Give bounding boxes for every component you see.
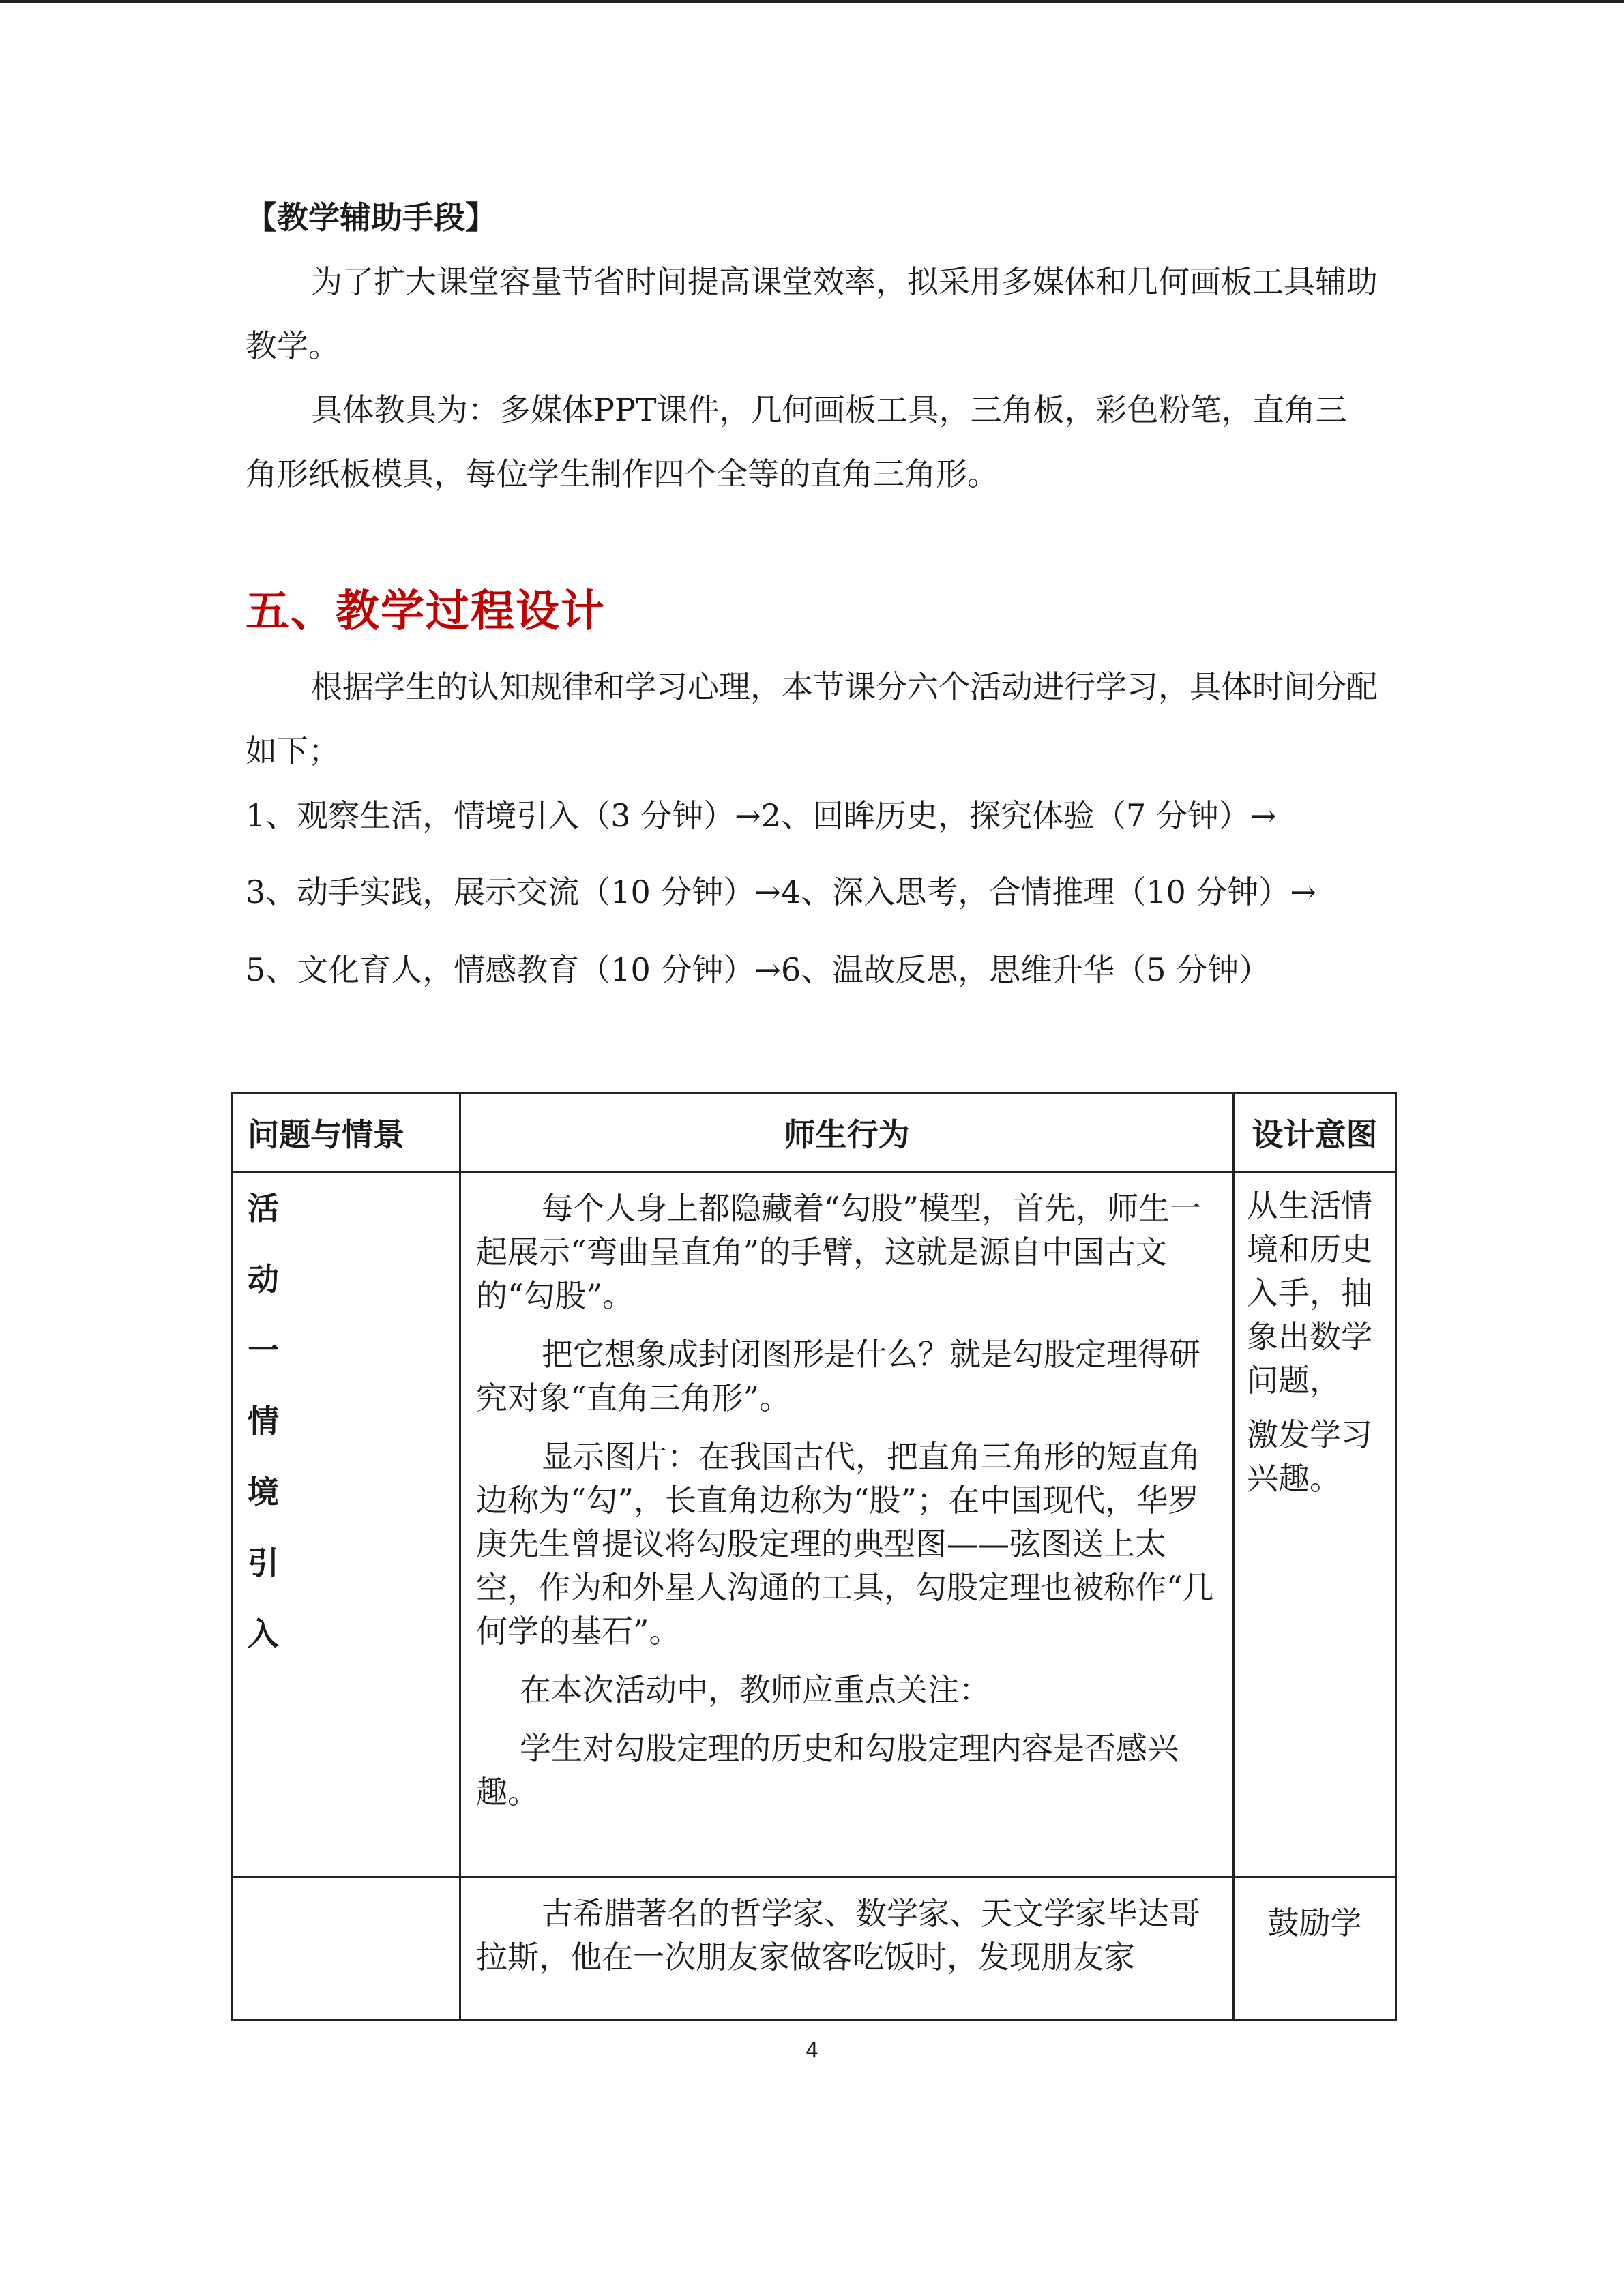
- activity-label-char: 引: [248, 1545, 279, 1581]
- activity-flow-line-3: 5、文化育人，情感教育（10 分钟）→6、温故反思，思维升华（5 分钟）: [246, 951, 1271, 988]
- action-paragraph: 古希腊著名的哲学家、数学家、天文学家毕达哥拉斯，他在一次朋友家做客吃饭时，发现朋友家: [476, 1895, 1200, 1976]
- page-number: 4: [805, 2039, 819, 2063]
- teaching-aids-paragraph-1: 为了扩大课堂容量节省时间提高课堂效率，拟采用多媒体和几何画板工具辅助教学。: [246, 263, 1378, 364]
- activity-label-char: 活: [248, 1190, 279, 1227]
- activity-label-char: 境: [248, 1474, 279, 1510]
- activity-one-label: [232, 1172, 460, 1877]
- top-border-line: [0, 0, 1624, 3]
- activity-two-intent: 鼓励学: [1234, 1877, 1396, 2021]
- table-row: [232, 1172, 1396, 1877]
- table-header-row: [232, 1094, 1396, 1172]
- activity-flow-line-2: 3、动手实践，展示交流（10 分钟）→4、深入思考，合情推理（10 分钟）→: [246, 874, 1316, 910]
- activity-label-char: 动: [248, 1261, 279, 1298]
- activity-two-label: [232, 1877, 460, 2021]
- table-row: [232, 1877, 1396, 2021]
- header-design-intent: 设计意图: [1234, 1094, 1396, 1172]
- activity-label-char: 情: [248, 1403, 279, 1440]
- activity-flow-line-1: 1、观察生活，情境引入（3 分钟）→2、回眸历史，探究体验（7 分钟）→: [246, 797, 1277, 834]
- intent-paragraph: 从生活情境和历史入手，抽象出数学问题，: [1247, 1187, 1372, 1399]
- activity-label-char: 入: [248, 1615, 279, 1652]
- action-paragraph: 每个人身上都隐藏着“勾股”模型，首先，师生一起展示“弯曲呈直角”的手臂，这就是源自中国古文的“勾股”。: [476, 1190, 1202, 1314]
- action-paragraph: 显示图片：在我国古代，把直角三角形的短直角边称为“勾”，长直角边称为“股”；在中国现代，华罗庚先生曾提议将勾股定理的典型图——弦图送上太空，作为和外星人沟通的工具，勾股定理也被称作“几何学的基石”。: [476, 1438, 1214, 1650]
- process-intro-paragraph: 根据学生的认知规律和学习心理，本节课分六个活动进行学习，具体时间分配如下；: [246, 668, 1378, 769]
- action-paragraph: 把它想象成封闭图形是什么？就是勾股定理得研究对象“直角三角形”。: [476, 1336, 1200, 1416]
- header-problem-situation: 问题与情景: [232, 1094, 460, 1172]
- action-paragraph: 在本次活动中，教师应重点关注：: [520, 1671, 990, 1708]
- activity-label-char: 一: [248, 1332, 279, 1369]
- activity-one-intent: [1234, 1172, 1396, 1877]
- activity-two-actions: [460, 1877, 1234, 2021]
- teaching-aids-paragraph-2: 具体教具为：多媒体PPT课件，几何画板工具，三角板，彩色粉笔，直角三角形纸板模具，每位学生制作四个全等的直角三角形。: [246, 391, 1347, 492]
- teaching-process-table: [231, 1092, 1397, 2021]
- intent-paragraph: 激发学习兴趣。: [1247, 1416, 1372, 1497]
- section-heading-teaching-process: 五、教学过程设计: [246, 586, 606, 637]
- header-teacher-student-actions: 师生行为: [460, 1094, 1234, 1172]
- section-title-teaching-aids: 【教学辅助手段】: [246, 199, 497, 236]
- activity-one-actions: [460, 1172, 1234, 1877]
- action-paragraph: 学生对勾股定理的历史和勾股定理内容是否感兴趣。: [476, 1730, 1179, 1810]
